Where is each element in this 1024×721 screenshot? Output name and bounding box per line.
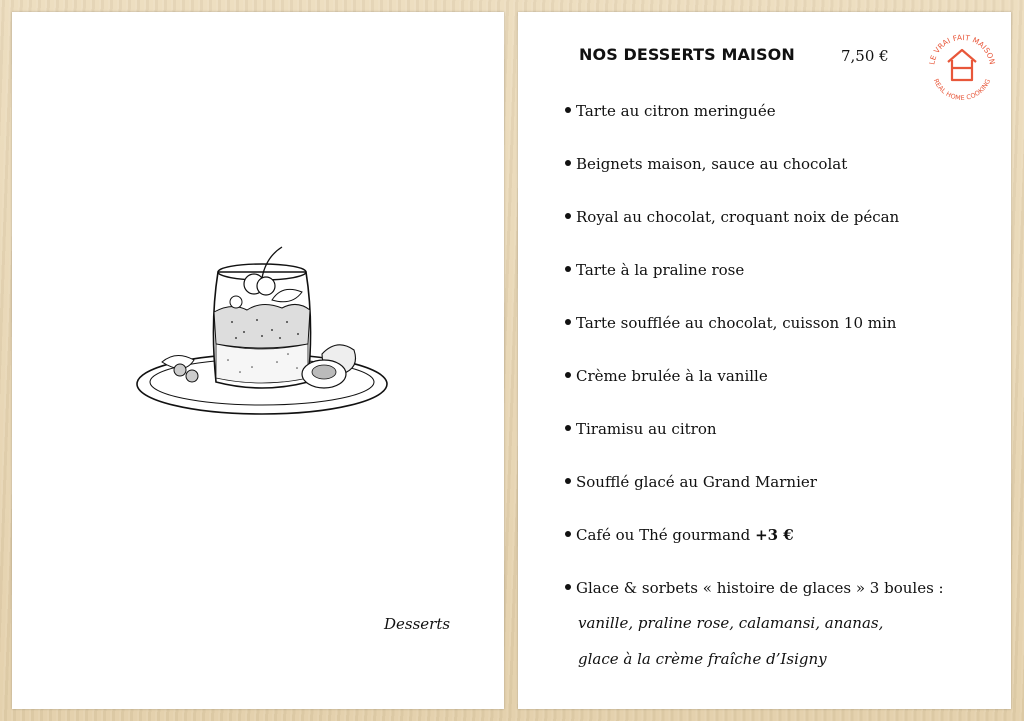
fait-maison-logo — [922, 26, 1002, 106]
left-page — [12, 12, 504, 709]
dessert-item: Beignets maison, sauce au chocolat — [565, 155, 847, 173]
right-page — [518, 12, 1011, 709]
gourmand-supplement: +3 € — [755, 526, 794, 544]
dessert-item: Crème brulée à la vanille — [565, 367, 768, 385]
menu-title: NOS DESSERTS MAISON — [579, 45, 795, 64]
bullet-icon — [565, 266, 571, 272]
svg-text:LE VRAI FAIT MAISON: LE VRAI FAIT MAISON — [927, 32, 997, 66]
svg-text:REAL HOME COOKING: REAL HOME COOKING — [931, 77, 993, 103]
dessert-item: Soufflé glacé au Grand Marnier — [565, 473, 817, 491]
bullet-icon — [565, 107, 571, 113]
bullet-icon — [565, 213, 571, 219]
bullet-icon — [565, 425, 571, 431]
bullet-icon — [565, 584, 571, 590]
ice-cream-flavours-line: vanille, praline rose, calamansi, ananas, — [578, 614, 884, 632]
dessert-item: Café ou Thé gourmand +3 € — [565, 526, 794, 544]
dessert-item: Tarte au citron meringuée — [565, 102, 776, 120]
ice-cream-flavours-line: glace à la crème fraîche d’Isigny — [578, 650, 827, 668]
dessert-item: Tarte soufflée au chocolat, cuisson 10 min — [565, 314, 896, 332]
dessert-item: Tarte à la praline rose — [565, 261, 744, 279]
dessert-item: Royal au chocolat, croquant noix de pécan — [565, 208, 899, 226]
menu-price: 7,50 € — [841, 47, 889, 65]
dessert-glass-illustration — [132, 242, 392, 427]
bullet-icon — [565, 478, 571, 484]
bullet-icon — [565, 319, 571, 325]
bullet-icon — [565, 531, 571, 537]
bullet-icon — [565, 160, 571, 166]
menu-section-caption: Desserts — [384, 615, 451, 633]
bullet-icon — [565, 372, 571, 378]
dessert-item: Glace & sorbets « histoire de glaces » 3 boules : — [565, 579, 944, 597]
dessert-item: Tiramisu au citron — [565, 420, 717, 438]
house-pan-icon — [948, 50, 976, 80]
